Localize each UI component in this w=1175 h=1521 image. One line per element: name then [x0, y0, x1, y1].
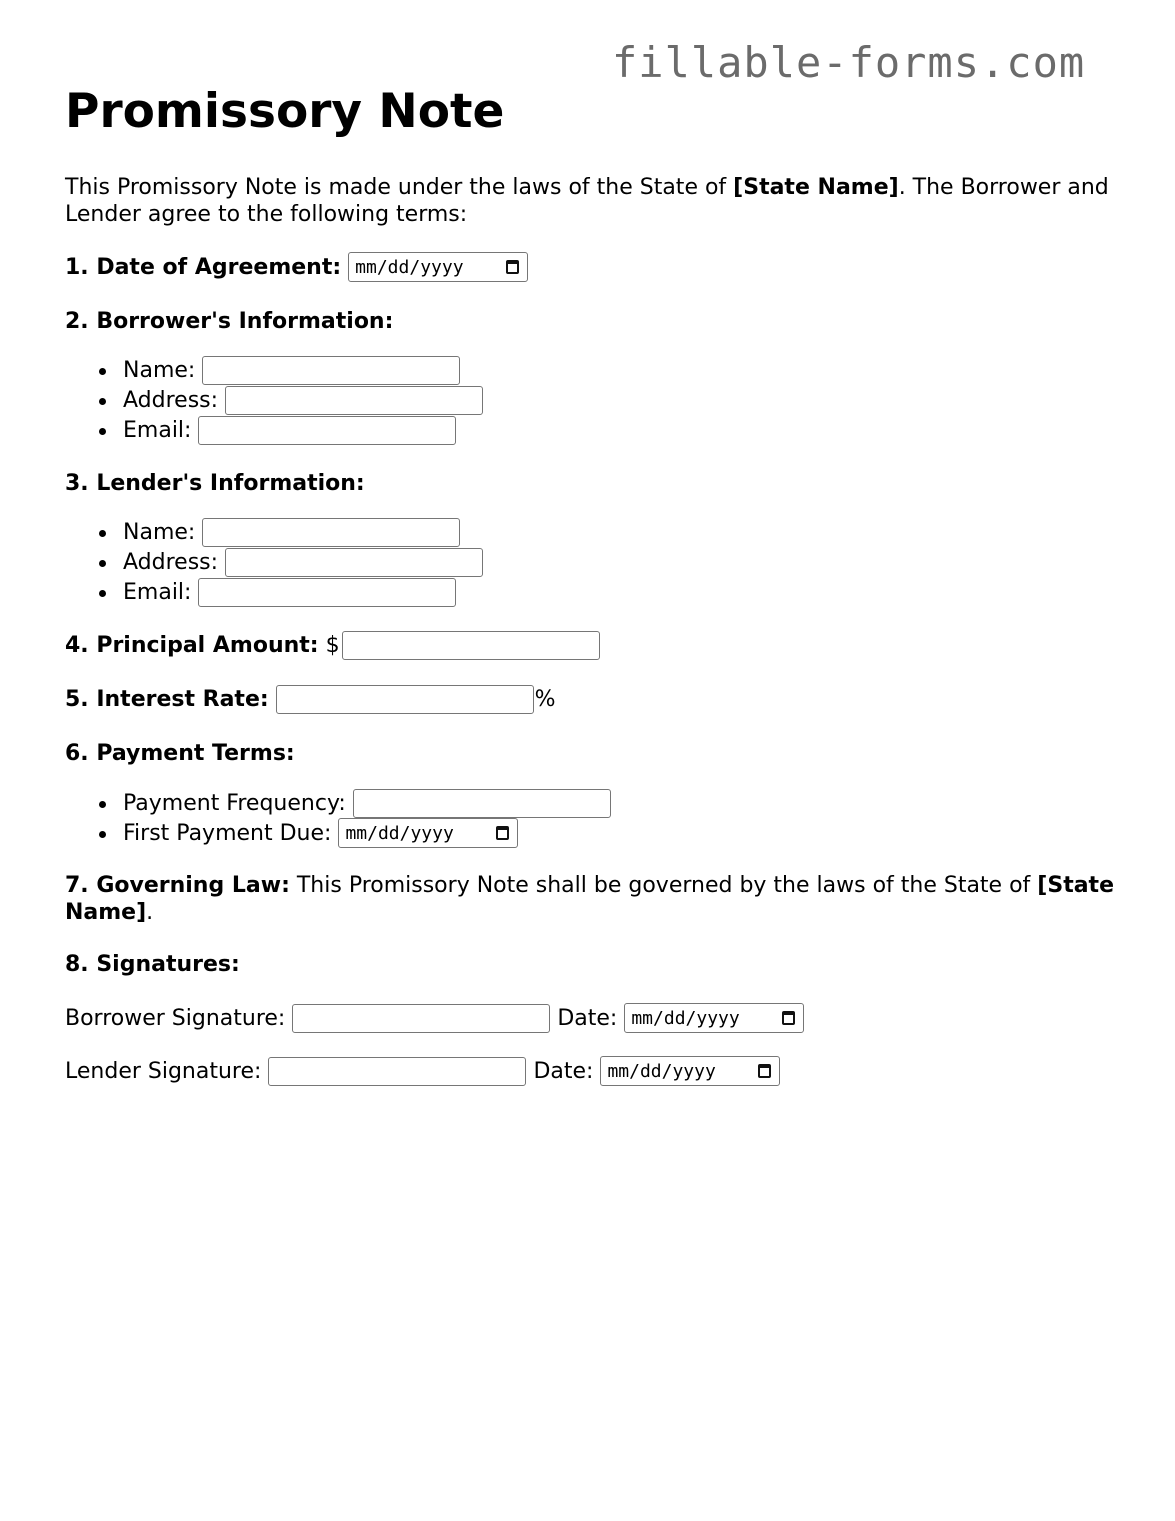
borrower-name-input[interactable] — [202, 356, 460, 385]
payment-frequency-input[interactable] — [353, 789, 611, 818]
list-item — [123, 818, 1125, 848]
interest-rate-input[interactable] — [276, 685, 534, 714]
borrower-address-label: Address: — [123, 387, 219, 413]
intro-text-post: . The Borrower and Lender agree to the following terms: — [65, 175, 1109, 227]
first-payment-due-label: First Payment Due: — [123, 820, 332, 846]
calendar-icon[interactable] — [782, 1011, 795, 1025]
payment-frequency-label: Payment Frequency: — [123, 790, 346, 816]
intro-text-pre: This Promissory Note is made under the laws of the State of — [65, 175, 734, 200]
calendar-icon[interactable] — [506, 260, 519, 274]
lender-signature-row — [65, 1055, 1125, 1087]
interest-rate-label: 5. Interest Rate: — [65, 686, 269, 712]
principal-amount-label: 4. Principal Amount: — [65, 632, 319, 658]
borrower-email-input[interactable] — [198, 416, 456, 445]
form-page — [65, 0, 1125, 1087]
principal-amount-row — [65, 629, 1125, 661]
list-item — [123, 517, 1125, 547]
first-payment-due-input[interactable] — [338, 818, 518, 848]
lender-email-label: Email: — [123, 579, 192, 605]
intro-paragraph — [65, 174, 1125, 228]
lender-email-input[interactable] — [198, 578, 456, 607]
lender-address-input[interactable] — [225, 548, 483, 577]
watermark: fillable-forms.com — [612, 38, 1086, 87]
governing-law-text: This Promissory Note shall be governed by the laws of the State of — [289, 873, 1038, 898]
list-item — [123, 355, 1125, 385]
lender-signature-date-input[interactable] — [600, 1056, 780, 1086]
list-item — [123, 788, 1125, 818]
date-placeholder: mm/dd/yyyy — [355, 256, 464, 278]
signatures-heading: 8. Signatures: — [65, 951, 240, 977]
payment-terms-heading-row — [65, 737, 1125, 769]
borrower-address-input[interactable] — [225, 386, 483, 415]
lender-signature-label: Lender Signature: — [65, 1058, 262, 1084]
lender-date-label: Date: — [533, 1058, 594, 1084]
date-placeholder: mm/dd/yyyy — [607, 1060, 716, 1082]
payment-terms-heading: 6. Payment Terms: — [65, 740, 295, 766]
governing-law-paragraph — [65, 872, 1125, 926]
list-item — [123, 385, 1125, 415]
borrower-signature-date-input[interactable] — [624, 1003, 804, 1033]
date-placeholder: mm/dd/yyyy — [345, 822, 454, 844]
date-of-agreement-input[interactable] — [348, 252, 528, 282]
calendar-icon[interactable] — [496, 826, 509, 840]
borrower-email-label: Email: — [123, 417, 192, 443]
lender-info-list — [65, 517, 1125, 607]
borrower-date-label: Date: — [557, 1005, 618, 1031]
currency-symbol: $ — [325, 632, 340, 658]
page-title: Promissory Note — [65, 84, 505, 139]
borrower-info-heading-row — [65, 305, 1125, 337]
lender-name-input[interactable] — [202, 518, 460, 547]
borrower-signature-row — [65, 1002, 1125, 1034]
date-of-agreement-row — [65, 251, 1125, 283]
lender-address-label: Address: — [123, 549, 219, 575]
borrower-info-list — [65, 355, 1125, 445]
lender-info-heading-row — [65, 467, 1125, 499]
borrower-name-label: Name: — [123, 357, 196, 383]
interest-rate-row — [65, 683, 1125, 715]
list-item — [123, 415, 1125, 445]
list-item — [123, 577, 1125, 607]
date-of-agreement-label: 1. Date of Agreement: — [65, 254, 342, 280]
calendar-icon[interactable] — [758, 1064, 771, 1078]
payment-terms-list — [65, 788, 1125, 848]
lender-name-label: Name: — [123, 519, 196, 545]
date-placeholder: mm/dd/yyyy — [631, 1007, 740, 1029]
percent-symbol: % — [534, 686, 556, 712]
governing-law-label: 7. Governing Law: — [65, 873, 290, 898]
borrower-signature-input[interactable] — [292, 1004, 550, 1033]
list-item — [123, 547, 1125, 577]
lender-signature-input[interactable] — [268, 1057, 526, 1086]
borrower-signature-label: Borrower Signature: — [65, 1005, 286, 1031]
governing-law-state-name: [State Name] — [65, 873, 1114, 925]
lender-info-heading: 3. Lender's Information: — [65, 470, 365, 496]
borrower-info-heading: 2. Borrower's Information: — [65, 308, 394, 334]
principal-amount-input[interactable] — [342, 631, 600, 660]
signatures-heading-row — [65, 948, 1125, 980]
intro-state-name: [State Name] — [733, 175, 899, 200]
governing-law-end: . — [146, 900, 154, 925]
